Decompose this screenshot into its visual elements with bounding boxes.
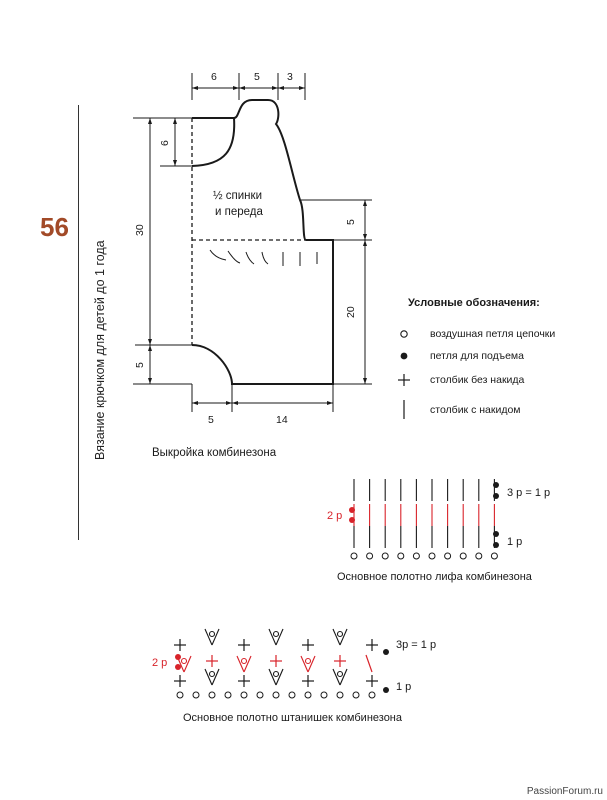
dim-right-upper: 5 — [345, 219, 357, 225]
dim-top-right: 3 — [287, 71, 293, 83]
bodice-row3-label: 3 р = 1 р — [507, 487, 551, 499]
bottom-dimensions — [192, 384, 333, 412]
pattern-outline — [192, 100, 333, 384]
dim-right-main: 20 — [345, 306, 357, 318]
chain-stitch-icon — [353, 692, 359, 698]
turning-stitch-icon — [493, 542, 499, 548]
turning-stitch-icon — [383, 649, 389, 655]
turning-stitch-icon — [175, 664, 181, 670]
bodice-chart-caption: Основное полотно лифа комбинезона — [337, 571, 532, 583]
shell-stitch-icon — [205, 669, 219, 685]
right-dimensions — [300, 200, 372, 384]
chain-stitch-icon — [209, 692, 215, 698]
pattern-caption: Выкройка комбинезона — [152, 447, 277, 459]
chain-stitch-icon — [225, 692, 231, 698]
chain-stitch-icon — [337, 692, 343, 698]
shell-stitch-icon — [205, 629, 219, 645]
shell-stitch-icon — [269, 669, 283, 685]
chain-stitch-icon — [369, 692, 375, 698]
turning-stitch-icon — [349, 517, 355, 523]
pants-stitch-chart — [174, 629, 389, 698]
chain-stitch-icon — [401, 331, 407, 337]
turning-stitch-icon — [175, 654, 181, 660]
chain-stitch-icon — [273, 692, 279, 698]
shell-stitch-icon — [333, 669, 347, 685]
pants-chart-caption: Основное полотно штанишек комбинезона — [183, 712, 403, 724]
chain-stitch-icon — [367, 553, 373, 559]
dim-left-upper: 6 — [159, 140, 171, 146]
chain-stitch-icon — [445, 553, 451, 559]
single-crochet-icon — [398, 374, 410, 386]
shell-stitch-icon — [237, 656, 251, 672]
chain-stitch-icon — [382, 553, 388, 559]
turning-stitch-icon — [493, 493, 499, 499]
turning-stitch-icon — [401, 353, 408, 360]
chain-stitch-icon — [321, 692, 327, 698]
turning-stitch-icon — [493, 531, 499, 537]
pants-row2-label: 2 р — [152, 657, 168, 669]
chain-stitch-icon — [177, 692, 183, 698]
slant-stitch-icon — [366, 655, 372, 672]
book-section-title: Вязание крючком для детей до 1 года — [93, 240, 107, 460]
chain-stitch-icon — [241, 692, 247, 698]
bodice-row1-label: 1 р — [507, 536, 523, 548]
turning-stitch-icon — [383, 687, 389, 693]
single-crochet-icon — [334, 655, 346, 667]
gathering-marks — [210, 250, 317, 266]
chain-stitch-icon — [193, 692, 199, 698]
single-crochet-icon — [238, 675, 250, 687]
pattern-armhole-curve — [192, 118, 234, 166]
shell-stitch-icon — [333, 629, 347, 645]
shell-stitch-icon — [301, 656, 315, 672]
single-crochet-icon — [174, 639, 186, 651]
turning-stitch-icon — [349, 507, 355, 513]
chain-stitch-icon — [429, 553, 435, 559]
single-crochet-icon — [302, 675, 314, 687]
legend-item-turning: петля для подъема — [430, 350, 524, 362]
left-dimensions — [133, 118, 192, 384]
bodice-stitch-chart — [349, 479, 499, 559]
single-crochet-icon — [238, 639, 250, 651]
shell-stitch-icon — [269, 629, 283, 645]
chain-stitch-icon — [460, 553, 466, 559]
chain-stitch-icon — [305, 692, 311, 698]
legend-item-double-crochet: столбик с накидом — [430, 404, 521, 416]
dim-top-middle: 5 — [254, 71, 260, 83]
turning-stitch-icon — [493, 482, 499, 488]
chain-stitch-icon — [491, 553, 497, 559]
single-crochet-icon — [366, 675, 378, 687]
pattern-label-line1: ½ спинки — [213, 190, 262, 202]
chain-stitch-icon — [398, 553, 404, 559]
pattern-label-line2: и переда — [215, 206, 263, 218]
dim-bottom-left: 5 — [208, 414, 214, 426]
single-crochet-icon — [270, 655, 282, 667]
chain-stitch-icon — [476, 553, 482, 559]
watermark: PassionForum.ru — [526, 786, 603, 797]
legend-item-chain: воздушная петля цепочки — [430, 328, 556, 340]
dim-left-main: 30 — [134, 224, 146, 236]
single-crochet-icon — [174, 675, 186, 687]
chain-stitch-icon — [351, 553, 357, 559]
chain-stitch-icon — [413, 553, 419, 559]
chain-stitch-icon — [257, 692, 263, 698]
single-crochet-icon — [302, 639, 314, 651]
single-crochet-icon — [206, 655, 218, 667]
page-number: 56 — [40, 212, 69, 242]
pants-row3-label: 3р = 1 р — [396, 639, 437, 651]
dim-top-left: 6 — [211, 71, 217, 83]
dim-bottom-right: 14 — [276, 414, 288, 426]
single-crochet-icon — [366, 639, 378, 651]
bodice-row2-label: 2 р — [327, 510, 343, 522]
chain-stitch-icon — [289, 692, 295, 698]
dim-left-lower: 5 — [134, 362, 146, 368]
legend-item-single-crochet: столбик без накида — [430, 374, 525, 386]
legend-title: Условные обозначения: — [408, 297, 540, 309]
pants-row1-label: 1 р — [396, 681, 412, 693]
